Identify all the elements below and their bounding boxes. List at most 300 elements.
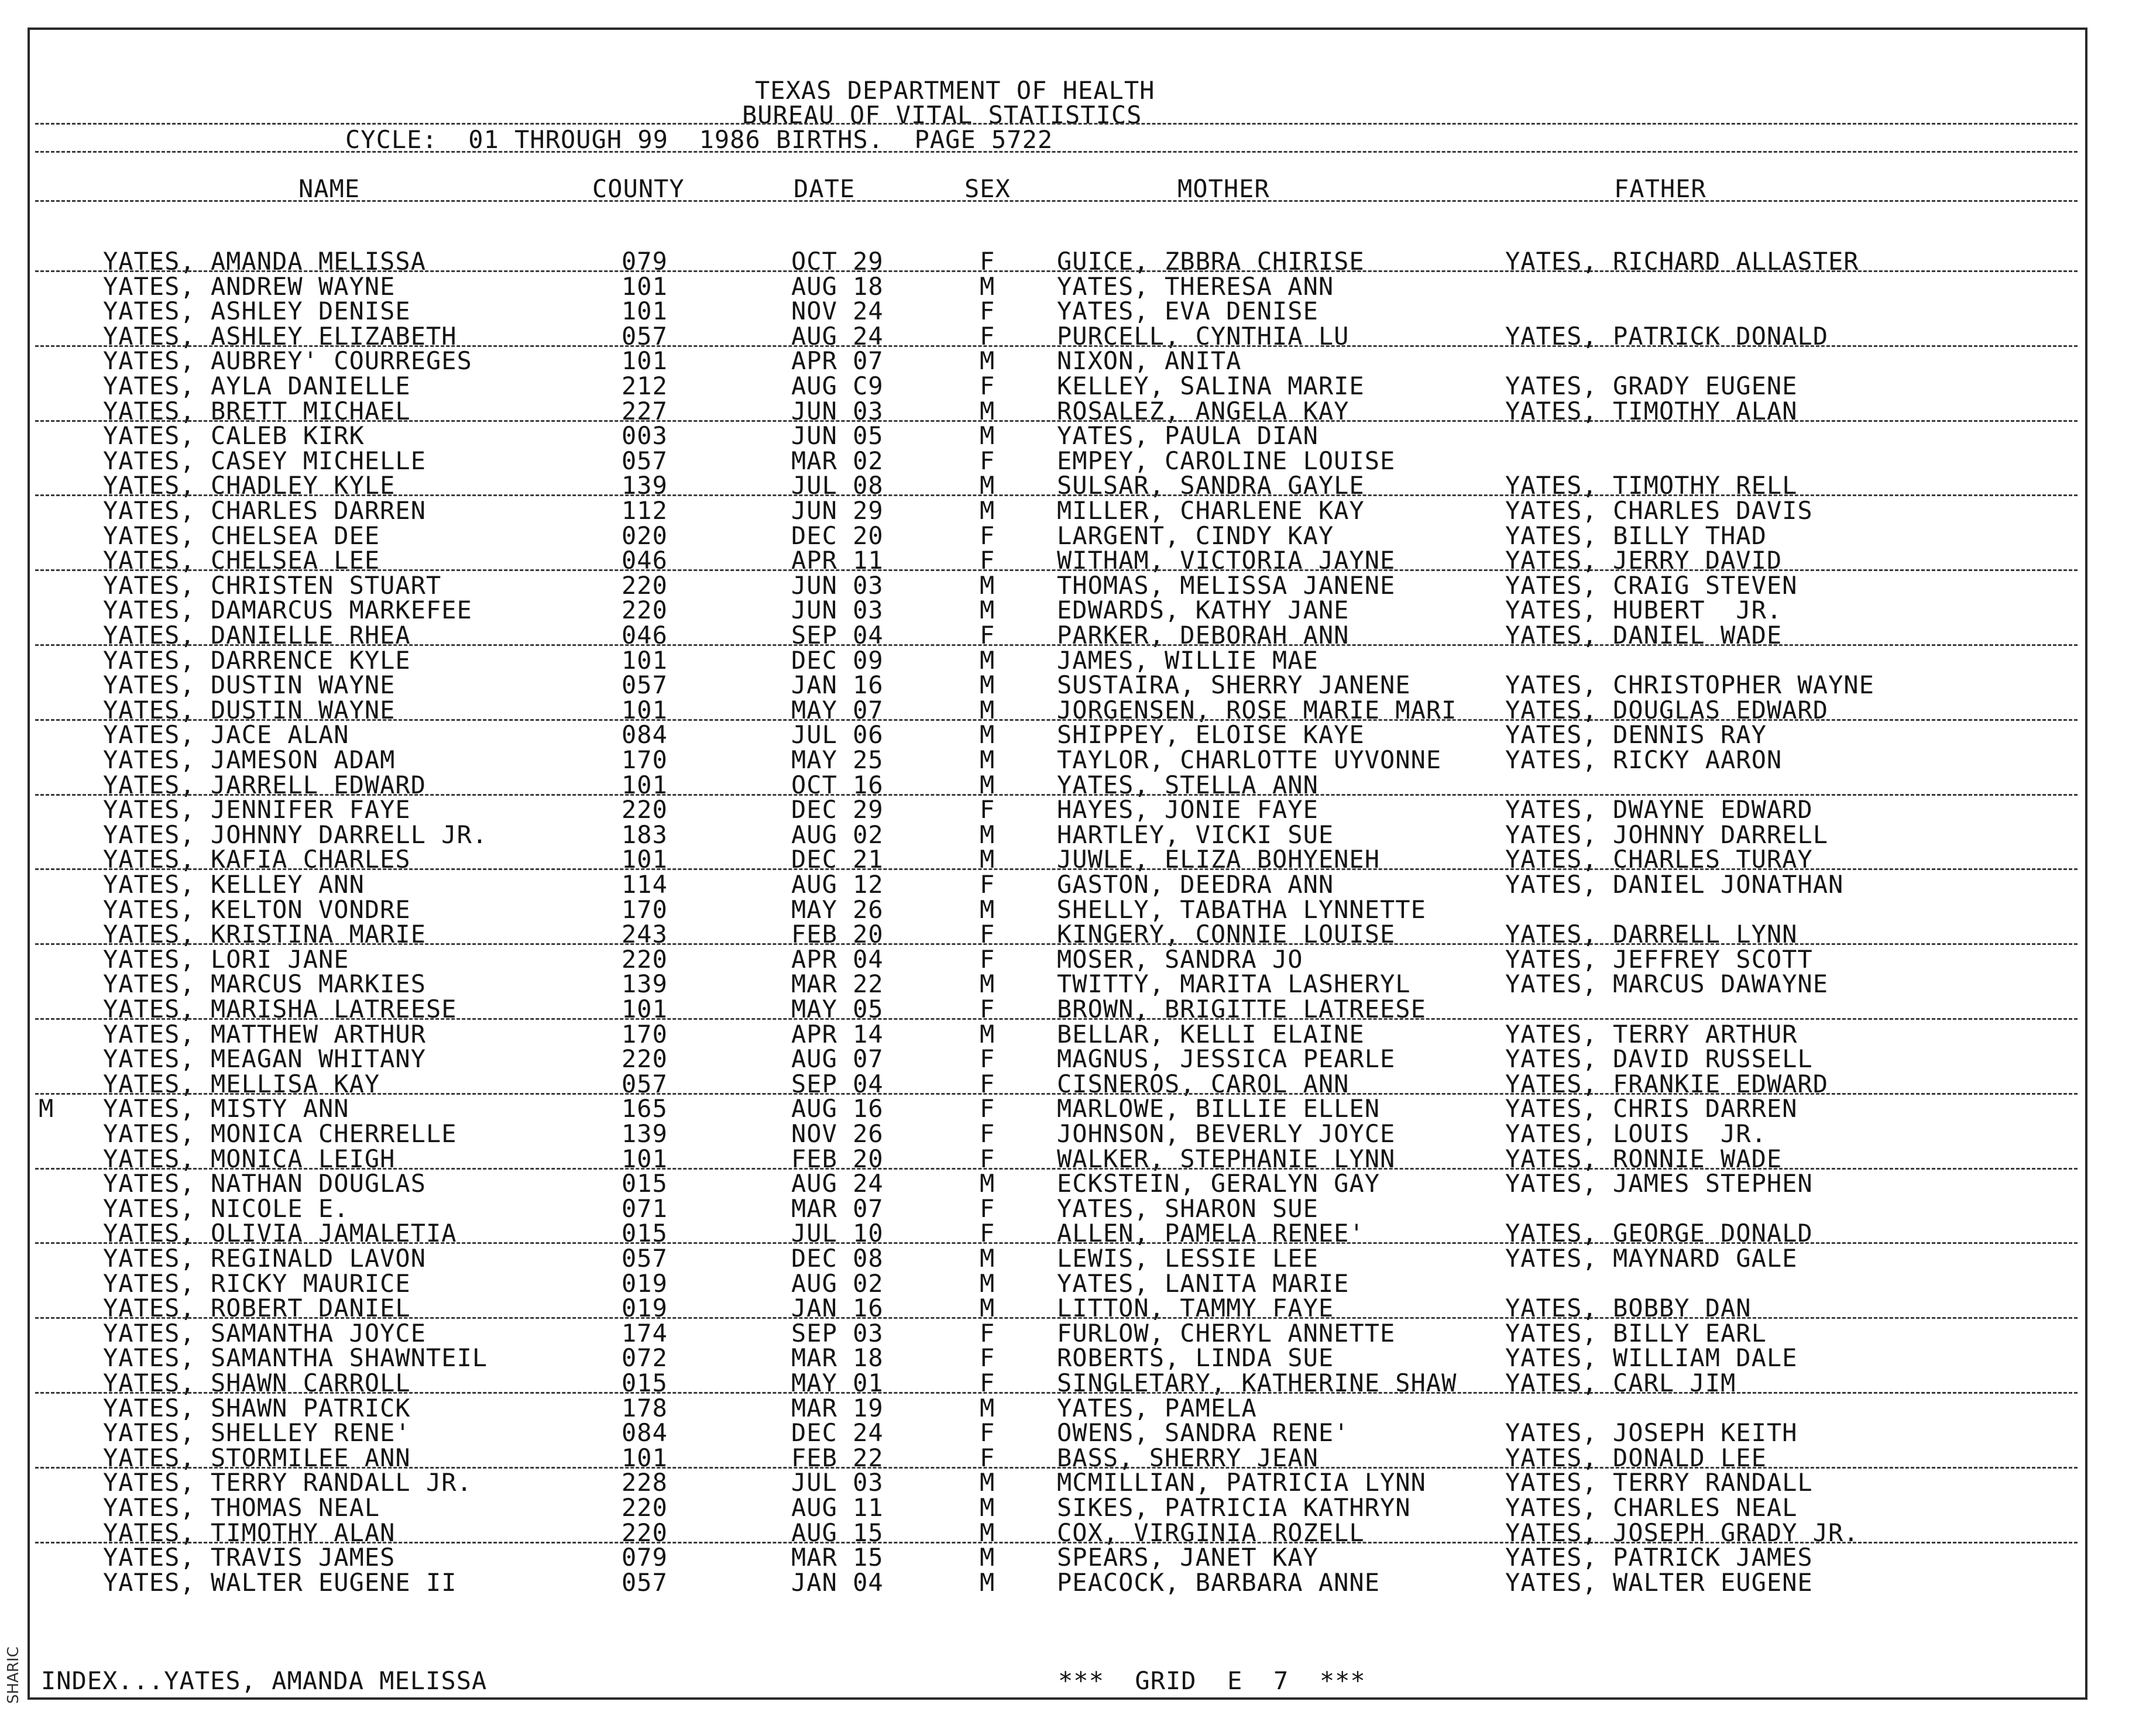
row-county: 046 bbox=[622, 621, 668, 649]
row-county: 170 bbox=[622, 895, 668, 924]
row-county: 019 bbox=[622, 1269, 668, 1298]
row-county: 220 bbox=[622, 1044, 668, 1073]
table-row bbox=[0, 1246, 2146, 1271]
row-date: APR 14 bbox=[791, 1020, 884, 1049]
row-county: 101 bbox=[622, 995, 668, 1023]
row-date: APR 04 bbox=[791, 945, 884, 974]
row-county: 101 bbox=[622, 346, 668, 375]
row-mother: PURCELL, CYNTHIA LU bbox=[1057, 322, 1350, 350]
row-name: YATES, CHELSEA LEE bbox=[103, 546, 380, 575]
row-sex: F bbox=[980, 1070, 995, 1098]
row-date: AUG 16 bbox=[791, 1094, 884, 1123]
row-mother: KELLEY, SALINA MARIE bbox=[1057, 372, 1365, 400]
footer-grid: *** GRID E 7 *** bbox=[1058, 1666, 1366, 1695]
row-date: AUG 02 bbox=[791, 1269, 884, 1298]
row-name: YATES, THOMAS NEAL bbox=[103, 1493, 380, 1522]
row-sex: M bbox=[980, 671, 995, 699]
row-county: 015 bbox=[622, 1369, 668, 1397]
row-sex: M bbox=[980, 1468, 995, 1497]
row-name: YATES, ASHLEY DENISE bbox=[103, 297, 411, 325]
row-date: MAY 26 bbox=[791, 895, 884, 924]
row-name: YATES, MELLISA KAY bbox=[103, 1070, 380, 1098]
row-date: JUL 08 bbox=[791, 471, 884, 500]
row-county: 101 bbox=[622, 1144, 668, 1173]
row-county: 057 bbox=[622, 1568, 668, 1597]
row-mother: ALLEN, PAMELA RENEE' bbox=[1057, 1219, 1365, 1247]
row-sex: M bbox=[980, 471, 995, 500]
row-date: MAR 19 bbox=[791, 1394, 884, 1422]
table-row bbox=[0, 421, 2146, 450]
row-mother: KINGERY, CONNIE LOUISE bbox=[1057, 920, 1396, 948]
row-sex: M bbox=[980, 1543, 995, 1572]
row-name: YATES, KAFIA CHARLES bbox=[103, 845, 411, 874]
row-county: 020 bbox=[622, 521, 668, 550]
row-date: AUG C9 bbox=[791, 372, 884, 400]
row-father: YATES, DONALD LEE bbox=[1505, 1443, 1767, 1472]
row-date: JAN 04 bbox=[791, 1568, 884, 1597]
row-name: YATES, CHARLES DARREN bbox=[103, 496, 427, 525]
table-row bbox=[0, 1321, 2146, 1346]
table-row bbox=[0, 673, 2146, 697]
column-header-date: DATE bbox=[794, 174, 856, 203]
row-date: JUN 29 bbox=[791, 496, 884, 525]
row-mother: MILLER, CHARLENE KAY bbox=[1057, 496, 1365, 525]
row-father: YATES, JAMES STEPHEN bbox=[1505, 1169, 1813, 1198]
row-sex: F bbox=[980, 1194, 995, 1223]
row-mother: SHIPPEY, ELOISE KAYE bbox=[1057, 720, 1365, 749]
table-row bbox=[0, 1022, 2146, 1047]
row-county: 101 bbox=[622, 771, 668, 799]
rule-column-header bbox=[35, 200, 2078, 202]
row-sex: M bbox=[980, 720, 995, 749]
table-row bbox=[0, 1119, 2146, 1148]
row-mother: MCMILLIAN, PATRICIA LYNN bbox=[1057, 1468, 1426, 1497]
row-sex: M bbox=[980, 970, 995, 998]
row-mother: YATES, PAMELA bbox=[1057, 1394, 1257, 1422]
row-county: 165 bbox=[622, 1094, 668, 1123]
row-date: MAY 05 bbox=[791, 995, 884, 1023]
row-father: YATES, CHARLES DAVIS bbox=[1505, 496, 1813, 525]
row-mother: WALKER, STEPHANIE LYNN bbox=[1057, 1144, 1396, 1173]
row-sex: F bbox=[980, 1219, 995, 1247]
row-county: 101 bbox=[622, 696, 668, 724]
row-sex: F bbox=[980, 1319, 995, 1347]
table-row bbox=[0, 274, 2146, 299]
row-mother: YATES, STELLA ANN bbox=[1057, 771, 1318, 799]
column-header-sex: SEX bbox=[964, 174, 1011, 203]
row-father: YATES, FRANKIE EDWARD bbox=[1505, 1070, 1829, 1098]
row-date: AUG 24 bbox=[791, 1169, 884, 1198]
row-mother: SIKES, PATRICIA KATHRYN bbox=[1057, 1493, 1411, 1522]
row-county: 057 bbox=[622, 1244, 668, 1273]
row-name: YATES, SHELLEY RENE' bbox=[103, 1418, 411, 1447]
row-county: 057 bbox=[622, 322, 668, 350]
row-county: 220 bbox=[622, 1518, 668, 1547]
table-row bbox=[0, 249, 2146, 274]
row-date: APR 11 bbox=[791, 546, 884, 575]
row-father: YATES, DAVID RUSSELL bbox=[1505, 1044, 1813, 1073]
table-row bbox=[0, 521, 2146, 550]
row-sex: F bbox=[980, 920, 995, 948]
row-name: YATES, OLIVIA JAMALETIA bbox=[103, 1219, 457, 1247]
row-name: YATES, MONICA LEIGH bbox=[103, 1144, 396, 1173]
row-date: JUN 03 bbox=[791, 596, 884, 624]
row-county: 015 bbox=[622, 1219, 668, 1247]
table-row bbox=[0, 399, 2146, 424]
row-name: YATES, SHAWN CARROLL bbox=[103, 1369, 411, 1397]
row-date: DEC 09 bbox=[791, 646, 884, 675]
row-mother: SULSAR, SANDRA GAYLE bbox=[1057, 471, 1365, 500]
row-date: JAN 16 bbox=[791, 1294, 884, 1322]
row-name: YATES, KELTON VONDRE bbox=[103, 895, 411, 924]
table-row bbox=[0, 324, 2146, 349]
row-date: JUN 03 bbox=[791, 571, 884, 600]
table-row bbox=[0, 1396, 2146, 1421]
row-sex: F bbox=[980, 247, 995, 276]
row-father: YATES, BILLY THAD bbox=[1505, 521, 1767, 550]
row-sex: M bbox=[980, 646, 995, 675]
row-county: 057 bbox=[622, 446, 668, 475]
row-county: 220 bbox=[622, 1493, 668, 1522]
table-row bbox=[0, 1194, 2146, 1223]
row-father: YATES, TIMOTHY ALAN bbox=[1505, 397, 1798, 425]
row-sex: M bbox=[980, 1294, 995, 1322]
row-mother: ROBERTS, LINDA SUE bbox=[1057, 1343, 1334, 1372]
row-sex: M bbox=[980, 1394, 995, 1422]
table-row bbox=[0, 1493, 2146, 1522]
row-father: YATES, RICHARD ALLASTER bbox=[1505, 247, 1859, 276]
row-sex: F bbox=[980, 1418, 995, 1447]
row-county: 057 bbox=[622, 671, 668, 699]
row-county: 170 bbox=[622, 1020, 668, 1049]
row-date: OCT 16 bbox=[791, 771, 884, 799]
row-name: YATES, MEAGAN WHITANY bbox=[103, 1044, 427, 1073]
row-date: MAR 15 bbox=[791, 1543, 884, 1572]
table-row bbox=[0, 797, 2146, 822]
row-mother: COX, VIRGINIA ROZELL bbox=[1057, 1518, 1365, 1547]
row-name: YATES, REGINALD LAVON bbox=[103, 1244, 427, 1273]
row-father: YATES, PATRICK DONALD bbox=[1505, 322, 1829, 350]
row-sex: F bbox=[980, 1044, 995, 1073]
row-date: MAR 02 bbox=[791, 446, 884, 475]
row-date: FEB 20 bbox=[791, 1144, 884, 1173]
row-date: JUL 10 bbox=[791, 1219, 884, 1247]
row-county: 046 bbox=[622, 546, 668, 575]
row-name: YATES, CASEY MICHELLE bbox=[103, 446, 427, 475]
row-sex: M bbox=[980, 845, 995, 874]
row-date: SEP 04 bbox=[791, 1070, 884, 1098]
row-date: DEC 24 bbox=[791, 1418, 884, 1447]
row-mother: ROSALEZ, ANGELA KAY bbox=[1057, 397, 1350, 425]
table-row bbox=[0, 598, 2146, 623]
row-name: YATES, SHAWN PATRICK bbox=[103, 1394, 411, 1422]
table-row bbox=[0, 947, 2146, 972]
table-row bbox=[0, 1418, 2146, 1447]
row-date: JUL 06 bbox=[791, 720, 884, 749]
row-mother: OWENS, SANDRA RENE' bbox=[1057, 1418, 1350, 1447]
row-sex: M bbox=[980, 1568, 995, 1597]
row-date: AUG 11 bbox=[791, 1493, 884, 1522]
row-name: YATES, KRISTINA MARIE bbox=[103, 920, 427, 948]
table-row bbox=[0, 698, 2146, 723]
row-date: AUG 02 bbox=[791, 820, 884, 849]
row-county: 015 bbox=[622, 1169, 668, 1198]
row-mother: CISNEROS, CAROL ANN bbox=[1057, 1070, 1350, 1098]
row-father: YATES, GEORGE DONALD bbox=[1505, 1219, 1813, 1247]
row-county: 170 bbox=[622, 745, 668, 774]
row-date: SEP 04 bbox=[791, 621, 884, 649]
row-sex: M bbox=[980, 745, 995, 774]
row-date: NOV 24 bbox=[791, 297, 884, 325]
row-father: YATES, DANIEL WADE bbox=[1505, 621, 1783, 649]
row-county: 243 bbox=[622, 920, 668, 948]
row-name: YATES, WALTER EUGENE II bbox=[103, 1568, 457, 1597]
row-father: YATES, CHRIS DARREN bbox=[1505, 1094, 1798, 1123]
row-sex: M bbox=[980, 272, 995, 301]
column-header-mother: MOTHER bbox=[1177, 174, 1270, 203]
header-cycle: CYCLE: 01 THROUGH 99 1986 BIRTHS. PAGE 5722 bbox=[345, 125, 1053, 154]
row-sex: F bbox=[980, 297, 995, 325]
row-name: YATES, LORI JANE bbox=[103, 945, 349, 974]
row-name: YATES, SAMANTHA JOYCE bbox=[103, 1319, 427, 1347]
row-name: YATES, MONICA CHERRELLE bbox=[103, 1119, 457, 1148]
row-name: YATES, TIMOTHY ALAN bbox=[103, 1518, 396, 1547]
row-mother: GUICE, ZBBRA CHIRISE bbox=[1057, 247, 1365, 276]
table-row bbox=[0, 1144, 2146, 1173]
row-father: YATES, TERRY ARTHUR bbox=[1505, 1020, 1798, 1049]
table-row bbox=[0, 1096, 2146, 1121]
row-county: 019 bbox=[622, 1294, 668, 1322]
row-father: YATES, LOUIS JR. bbox=[1505, 1119, 1767, 1148]
row-name: YATES, BRETT MICHAEL bbox=[103, 397, 411, 425]
row-name: YATES, CHELSEA DEE bbox=[103, 521, 380, 550]
row-father: YATES, RONNIE WADE bbox=[1505, 1144, 1783, 1173]
row-mother: NIXON, ANITA bbox=[1057, 346, 1242, 375]
row-name: YATES, ASHLEY ELIZABETH bbox=[103, 322, 457, 350]
row-name: YATES, NATHAN DOUGLAS bbox=[103, 1169, 427, 1198]
row-name: YATES, CHRISTEN STUART bbox=[103, 571, 442, 600]
table-row bbox=[0, 548, 2146, 573]
row-father: YATES, TERRY RANDALL bbox=[1505, 1468, 1813, 1497]
row-sex: F bbox=[980, 372, 995, 400]
row-name: YATES, NICOLE E. bbox=[103, 1194, 349, 1223]
row-sex: M bbox=[980, 1518, 995, 1547]
row-mother: WITHAM, VICTORIA JAYNE bbox=[1057, 546, 1396, 575]
table-row bbox=[0, 573, 2146, 598]
row-sex: F bbox=[980, 995, 995, 1023]
row-name: YATES, DAMARCUS MARKEFEE bbox=[103, 596, 472, 624]
row-name: YATES, JAMESON ADAM bbox=[103, 745, 396, 774]
row-county: 101 bbox=[622, 1443, 668, 1472]
column-header-father: FATHER bbox=[1614, 174, 1707, 203]
row-marker: M bbox=[39, 1094, 54, 1123]
row-father: YATES, PATRICK JAMES bbox=[1505, 1543, 1813, 1572]
row-mother: BASS, SHERRY JEAN bbox=[1057, 1443, 1318, 1472]
row-date: AUG 07 bbox=[791, 1044, 884, 1073]
table-row bbox=[0, 1221, 2146, 1246]
row-date: SEP 03 bbox=[791, 1319, 884, 1347]
table-row bbox=[0, 1371, 2146, 1395]
row-name: YATES, AYLA DANIELLE bbox=[103, 372, 411, 400]
row-name: YATES, MATTHEW ARTHUR bbox=[103, 1020, 427, 1049]
row-date: DEC 08 bbox=[791, 1244, 884, 1273]
row-date: AUG 15 bbox=[791, 1518, 884, 1547]
row-date: AUG 18 bbox=[791, 272, 884, 301]
row-county: 101 bbox=[622, 845, 668, 874]
row-name: YATES, MARISHA LATREESE bbox=[103, 995, 457, 1023]
row-date: OCT 29 bbox=[791, 247, 884, 276]
row-sex: M bbox=[980, 1269, 995, 1298]
row-mother: PEACOCK, BARBARA ANNE bbox=[1057, 1568, 1381, 1597]
row-father: YATES, BOBBY DAN bbox=[1505, 1294, 1752, 1322]
row-mother: FURLOW, CHERYL ANNETTE bbox=[1057, 1319, 1396, 1347]
row-father: YATES, MAYNARD GALE bbox=[1505, 1244, 1798, 1273]
row-father: YATES, JEFFREY SCOTT bbox=[1505, 945, 1813, 974]
row-county: 183 bbox=[622, 820, 668, 849]
row-name: YATES, TRAVIS JAMES bbox=[103, 1543, 396, 1572]
row-name: YATES, JOHNNY DARRELL JR. bbox=[103, 820, 488, 849]
row-sex: M bbox=[980, 397, 995, 425]
row-county: 212 bbox=[622, 372, 668, 400]
row-name: YATES, JARRELL EDWARD bbox=[103, 771, 427, 799]
row-father: YATES, JOHNNY DARRELL bbox=[1505, 820, 1829, 849]
row-mother: GASTON, DEEDRA ANN bbox=[1057, 870, 1334, 899]
table-row bbox=[0, 1296, 2146, 1321]
row-sex: F bbox=[980, 521, 995, 550]
row-county: 101 bbox=[622, 272, 668, 301]
row-name: YATES, RICKY MAURICE bbox=[103, 1269, 411, 1298]
table-row bbox=[0, 1570, 2146, 1595]
row-county: 174 bbox=[622, 1319, 668, 1347]
row-date: NOV 26 bbox=[791, 1119, 884, 1148]
row-father: YATES, DANIEL JONATHAN bbox=[1505, 870, 1844, 899]
row-mother: SHELLY, TABATHA LYNNETTE bbox=[1057, 895, 1426, 924]
row-date: AUG 24 bbox=[791, 322, 884, 350]
row-date: APR 07 bbox=[791, 346, 884, 375]
row-mother: YATES, LANITA MARIE bbox=[1057, 1269, 1350, 1298]
table-row bbox=[0, 473, 2146, 498]
row-date: MAR 22 bbox=[791, 970, 884, 998]
column-header-name: NAME bbox=[298, 174, 360, 203]
row-county: 084 bbox=[622, 1418, 668, 1447]
table-row bbox=[0, 496, 2146, 525]
row-name: YATES, CALEB KIRK bbox=[103, 421, 365, 450]
row-mother: JUWLE, ELIZA BOHYENEH bbox=[1057, 845, 1381, 874]
row-sex: F bbox=[980, 1094, 995, 1123]
table-row bbox=[0, 648, 2146, 673]
row-name: YATES, ROBERT DANIEL bbox=[103, 1294, 411, 1322]
row-father: YATES, JOSEPH KEITH bbox=[1505, 1418, 1798, 1447]
row-county: 228 bbox=[622, 1468, 668, 1497]
row-sex: F bbox=[980, 546, 995, 575]
row-name: YATES, DARRENCE KYLE bbox=[103, 646, 411, 675]
row-sex: F bbox=[980, 1443, 995, 1472]
header-agency: TEXAS DEPARTMENT OF HEALTH bbox=[755, 76, 1155, 105]
row-mother: ECKSTEIN, GERALYN GAY bbox=[1057, 1169, 1381, 1198]
table-row bbox=[0, 895, 2146, 924]
row-mother: BROWN, BRIGITTE LATREESE bbox=[1057, 995, 1426, 1023]
row-father: YATES, DWAYNE EDWARD bbox=[1505, 795, 1813, 824]
row-mother: TWITTY, MARITA LASHERYL bbox=[1057, 970, 1411, 998]
table-row bbox=[0, 1470, 2146, 1495]
rule-top-1 bbox=[35, 123, 2078, 125]
row-mother: JOHNSON, BEVERLY JOYCE bbox=[1057, 1119, 1396, 1148]
rule-top-2 bbox=[35, 151, 2078, 153]
row-sex: M bbox=[980, 1169, 995, 1198]
row-sex: F bbox=[980, 1343, 995, 1372]
row-mother: MOSER, SANDRA JO bbox=[1057, 945, 1303, 974]
row-sex: M bbox=[980, 1244, 995, 1273]
table-row bbox=[0, 720, 2146, 749]
row-sex: F bbox=[980, 621, 995, 649]
row-date: JUL 03 bbox=[791, 1468, 884, 1497]
row-sex: M bbox=[980, 496, 995, 525]
row-father: YATES, DOUGLAS EDWARD bbox=[1505, 696, 1829, 724]
row-date: MAY 25 bbox=[791, 745, 884, 774]
table-row bbox=[0, 773, 2146, 797]
row-date: MAR 18 bbox=[791, 1343, 884, 1372]
row-county: 114 bbox=[622, 870, 668, 899]
row-county: 079 bbox=[622, 247, 668, 276]
row-date: JUN 03 bbox=[791, 397, 884, 425]
row-county: 139 bbox=[622, 471, 668, 500]
row-date: MAY 01 bbox=[791, 1369, 884, 1397]
row-county: 220 bbox=[622, 795, 668, 824]
row-county: 071 bbox=[622, 1194, 668, 1223]
row-father: YATES, RICKY AARON bbox=[1505, 745, 1783, 774]
row-name: YATES, JACE ALAN bbox=[103, 720, 349, 749]
row-father: YATES, GRADY EUGENE bbox=[1505, 372, 1798, 400]
row-county: 139 bbox=[622, 970, 668, 998]
row-name: YATES, DUSTIN WAYNE bbox=[103, 696, 396, 724]
table-row bbox=[0, 922, 2146, 947]
row-mother: SINGLETARY, KATHERINE SHAW bbox=[1057, 1369, 1457, 1397]
row-date: DEC 29 bbox=[791, 795, 884, 824]
row-sex: F bbox=[980, 446, 995, 475]
row-father: YATES, WILLIAM DALE bbox=[1505, 1343, 1798, 1372]
table-row bbox=[0, 623, 2146, 648]
row-mother: YATES, EVA DENISE bbox=[1057, 297, 1318, 325]
table-row bbox=[0, 1443, 2146, 1472]
row-sex: M bbox=[980, 346, 995, 375]
row-date: FEB 20 bbox=[791, 920, 884, 948]
row-date: JUN 05 bbox=[791, 421, 884, 450]
row-sex: F bbox=[980, 795, 995, 824]
row-name: YATES, STORMILEE ANN bbox=[103, 1443, 411, 1472]
row-father: YATES, CARL JIM bbox=[1505, 1369, 1736, 1397]
row-name: YATES, AUBREY' COURREGES bbox=[103, 346, 472, 375]
row-mother: HAYES, JONIE FAYE bbox=[1057, 795, 1318, 824]
row-father: YATES, DARRELL LYNN bbox=[1505, 920, 1798, 948]
table-row bbox=[0, 1044, 2146, 1073]
table-row bbox=[0, 1271, 2146, 1296]
column-header-county: COUNTY bbox=[592, 174, 685, 203]
row-county: 139 bbox=[622, 1119, 668, 1148]
row-father: YATES, CHARLES TURAY bbox=[1505, 845, 1813, 874]
row-name: YATES, DANIELLE RHEA bbox=[103, 621, 411, 649]
row-county: 072 bbox=[622, 1343, 668, 1372]
row-mother: BELLAR, KELLI ELAINE bbox=[1057, 1020, 1365, 1049]
row-sex: F bbox=[980, 1119, 995, 1148]
table-row bbox=[0, 997, 2146, 1022]
row-sex: F bbox=[980, 870, 995, 899]
row-mother: TAYLOR, CHARLOTTE UYVONNE bbox=[1057, 745, 1442, 774]
side-label: SHARIC bbox=[5, 1646, 22, 1704]
row-county: 227 bbox=[622, 397, 668, 425]
row-father: YATES, JOSEPH GRADY JR. bbox=[1505, 1518, 1859, 1547]
table-row bbox=[0, 374, 2146, 398]
row-father: YATES, TIMOTHY RELL bbox=[1505, 471, 1798, 500]
